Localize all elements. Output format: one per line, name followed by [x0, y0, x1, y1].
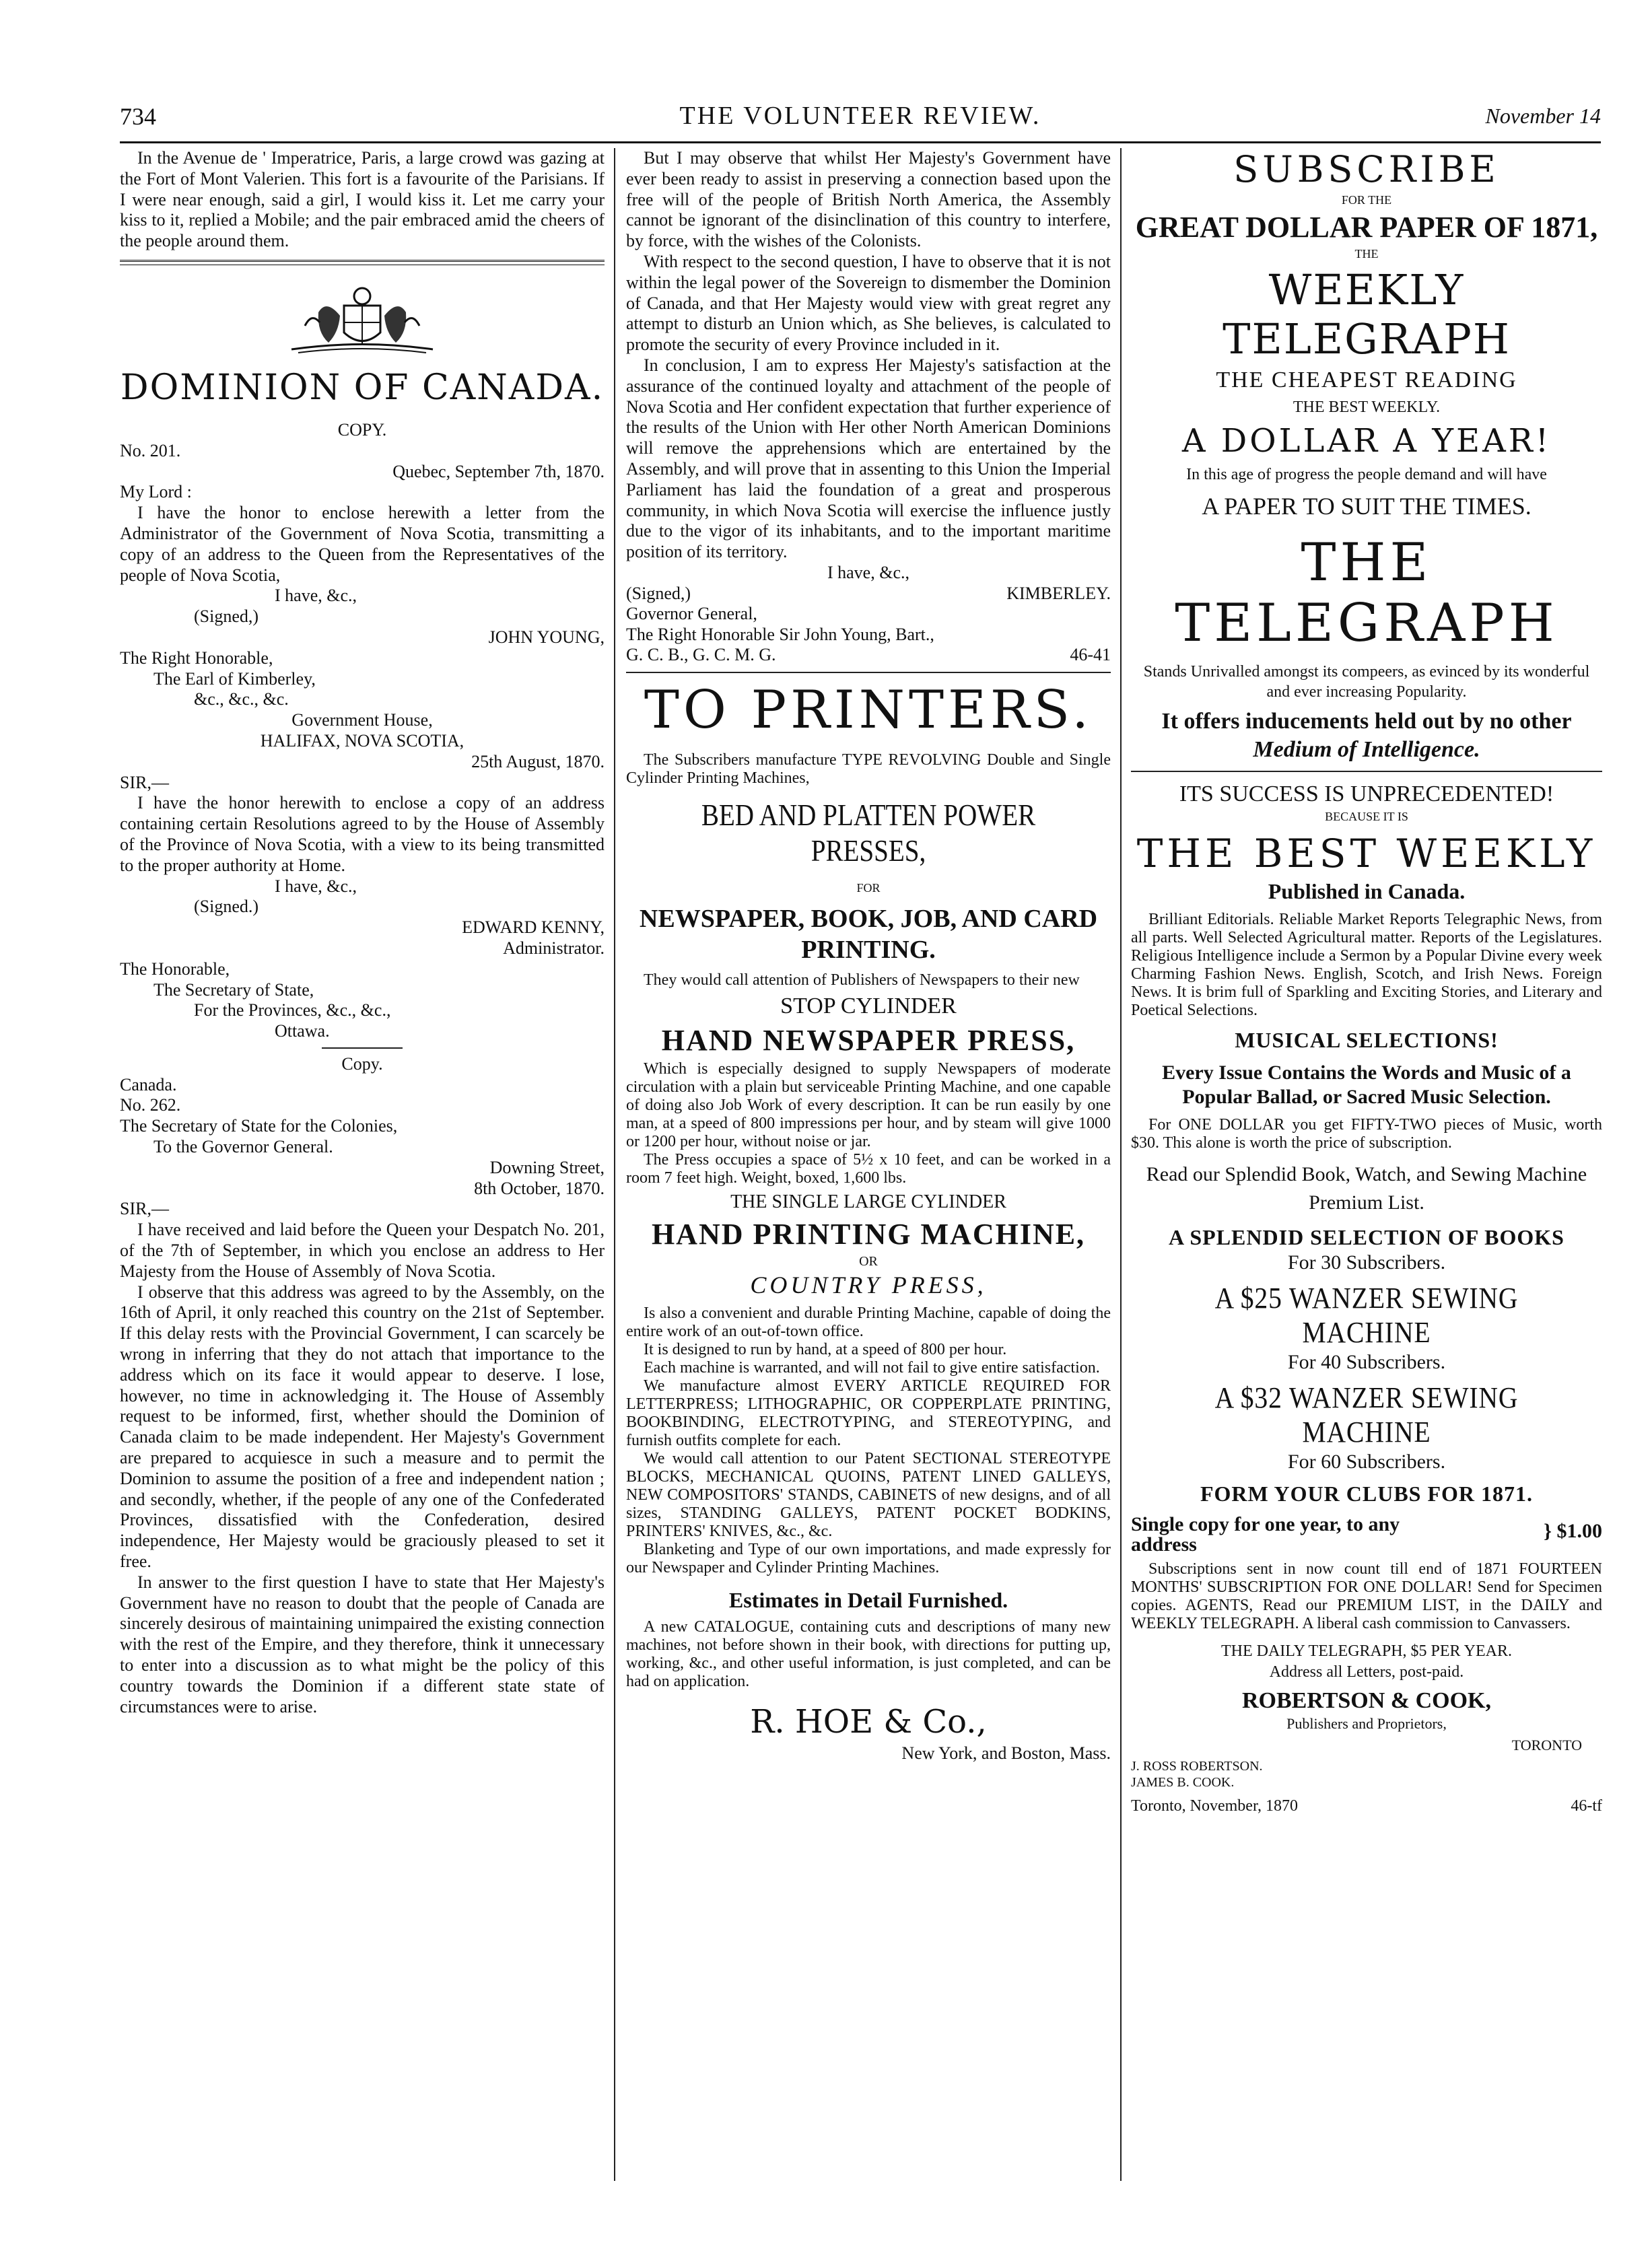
ad-small-caps: FOR THE [1341, 193, 1392, 207]
ad-paragraph: Stands Unrivalled amongst its compeers, as evinced by its wonderful and ever increasing Popularity. [1143, 663, 1590, 701]
ad-headline: THE CHEAPEST READING [1216, 368, 1517, 392]
premium-offer: A $32 WANZER SEWING MACHINE [1214, 1381, 1519, 1449]
addressee: The Secretary of State, [153, 979, 314, 1000]
ad-subhead: THE BEST WEEKLY. [1293, 398, 1441, 416]
column-1 [120, 148, 605, 2188]
letter-paragraph: But I may observe that whilst Her Majesty's Government have ever been ready to assist in preserving a connection based upon the free will of the people of British North America, the Assembly cannot be ignorant of the disinclination of this country to interfere, by force, with the wishes of the Colonists. [626, 148, 1111, 251]
signature-title: Administrator. [503, 938, 605, 958]
ad-headline: A PAPER TO SUIT THE TIMES. [1202, 493, 1531, 520]
ad-headline: FORM YOUR CLUBS FOR 1871. [1200, 1482, 1534, 1506]
ad-headline: Every Issue Contains the Words and Music of a Popular Ballad, or Sacred Music Selection. [1162, 1062, 1571, 1108]
addressee: The Earl of Kimberley, [153, 668, 316, 689]
signature: EDWARD KENNY, [462, 917, 605, 938]
addressee: The Right Honorable, [120, 648, 273, 668]
ad-footer [1131, 1797, 1602, 1815]
price-line [1131, 1515, 1602, 1555]
advertiser-title: Publishers and Proprietors, [1286, 1714, 1447, 1732]
ad-headline: ITS SUCCESS IS UNPRECEDENTED! [1179, 781, 1554, 806]
newspaper-title: THE VOLUNTEER REVIEW. [679, 102, 1041, 130]
page-header [120, 101, 1601, 143]
column-3 [1131, 148, 1602, 2188]
ad-headline: PRINTING. [801, 936, 936, 965]
ad-headline: THE BEST WEEKLY [1136, 831, 1597, 876]
letter-paragraph: I observe that this address was agreed to by the Assembly, on the 16th of April, it only reached this country on the 21st of September. If this delay rests with the Provincial Government, I can scarcely be wrong in inferring that they do not attach that importance to the address which on its face it would appear to deserve. I lose, however, no time in acknowledging it. The House of Assembly request to be informed, first, whether should the Dominion of Canada claim to be made independent. Her Majesty's Government are prepared to acquiesce in such a measure and to permit the Dominion to assume the position of a free and independent nation ; and secondly, whether, if the people of any one of the Confederated Provinces, dissatisfied with the Confederation, desired independence, Her Majesty would be graciously pleased to set it free. [120, 1282, 605, 1572]
ad-paragraph: Address all Letters, post-paid. [1269, 1663, 1464, 1681]
issue-date: November 14 [1485, 104, 1601, 128]
ad-headline: HAND PRINTING MACHINE, [651, 1218, 1086, 1251]
premium-offer: A SPLENDID SELECTION OF BOOKS [1169, 1225, 1564, 1249]
letter-paragraph: I have received and laid before the Queen your Despatch No. 201, of the 7th of September, in which you enclose an address to Her Majesty from the House of Assembly of Nova Scotia. [120, 1220, 605, 1281]
ad-headline: Estimates in Detail Furnished. [728, 1588, 1008, 1613]
advertiser-name: ROBERTSON & COOK, [1241, 1688, 1491, 1713]
closing: I have, &c., [275, 876, 357, 896]
ad-headline: Medium of Intelligence. [1253, 737, 1480, 762]
column-2 [626, 148, 1111, 2188]
recipient: To the Governor General. [153, 1137, 333, 1157]
ad-code: 46-41 [1070, 645, 1111, 665]
letter-date: 25th August, 1870. [471, 751, 605, 771]
price: } $1.00 [1544, 1520, 1602, 1542]
closing: I have, &c., [275, 586, 357, 606]
section-divider [120, 260, 605, 265]
despatch-number: No. 262. [120, 1095, 181, 1115]
ad-paragraph: We manufacture almost EVERY ARTICLE REQUIRED FOR LETTERPRESS; LITHOGRAPHIC, OR COPPERPLATE PRINTING, BOOKBINDING, ELECTROTYPING, and STEREOTYPING, and furnish outfits complete for each. [626, 1377, 1111, 1450]
section-divider [626, 672, 1111, 673]
ad-headline: HAND NEWSPAPER PRESS, [661, 1024, 1076, 1057]
ad-paragraph: The Subscribers manufacture TYPE REVOLVING Double and Single Cylinder Printing Machines, [626, 751, 1111, 788]
advertiser-location: TORONTO [1511, 1736, 1582, 1753]
letter-paragraph: I have the honor herewith to enclose a copy of an address containing certain Resolutions agreed to by the House of Assembly of the Province of Nova Scotia, with a view to its being transmitted to the proper authority at Home. [120, 793, 605, 875]
letter-paragraph: With respect to the second question, I have to observe that it is not within the legal power of the Sovereign to dismember the Dominion of Canada, and that Her Majesty would view with great regret any attempt to disturb an Union which, as She believes, is calculated to promote the security of every Province included in it. [626, 251, 1111, 355]
ad-date: Toronto, November, 1870 [1131, 1797, 1298, 1815]
dominion-heading: DOMINION OF CANADA. [120, 367, 605, 408]
copy-label: COPY. [337, 419, 387, 440]
ad-headline: THE TELEGRAPH [1175, 532, 1558, 654]
premium-requirement: For 40 Subscribers. [1287, 1351, 1446, 1373]
ad-small-caps: OR [859, 1254, 878, 1269]
column-divider [614, 148, 615, 2181]
origin: Canada. [120, 1074, 177, 1094]
despatch-number: No. 201. [120, 440, 181, 460]
ad-code: 46-tf [1571, 1797, 1602, 1815]
ad-paragraph: Is also a convenient and durable Printing Machine, capable of doing the entire work of an out-of-town office. [626, 1305, 1111, 1341]
coat-of-arms-icon [278, 285, 446, 359]
ad-paragraph: The Press occupies a space of 5½ x 10 feet, and can be worked in a room 7 feet high. Weight, boxed, 1,600 lbs. [626, 1151, 1111, 1187]
ad-small-caps: BECAUSE IT IS [1325, 810, 1408, 823]
ad-paragraph: In this age of progress the people demand and will have [1186, 466, 1547, 483]
ad-headline: BED AND PLATTEN POWER PRESSES, [701, 798, 1036, 868]
ad-paragraph: Blanketing and Type of our own importations, and made expressly for our Newspaper and Cylinder Printing Machines. [626, 1541, 1111, 1577]
ad-paragraph: Which is especially designed to supply Newspapers of moderate circulation with a plain but serviceable Printing Machine, and one capable of doing also Job Work of every description. It can be run easily by one man, at a speed of 800 impressions per hour, and by steam will give 1000 or 1200 per hour, without noise or jar. [626, 1060, 1111, 1151]
ad-headline: It offers inducements held out by no other [1161, 709, 1572, 734]
signature-line [626, 645, 1111, 665]
addressee: Ottawa. [275, 1021, 330, 1041]
ad-small-caps: FOR [856, 881, 881, 895]
sender-address: HALIFAX, NOVA SCOTIA, [260, 730, 464, 751]
ad-small-caps: THE [1354, 247, 1379, 260]
addressee: &c., &c., &c. [194, 689, 289, 709]
signature: JOHN YOUNG, [488, 627, 605, 647]
signature-line [626, 584, 1111, 604]
ad-headline: WEEKLY TELEGRAPH [1223, 265, 1511, 363]
section-divider [1131, 771, 1602, 772]
addressee: Governor General, [626, 603, 757, 623]
copy-label: Copy. [341, 1053, 383, 1074]
price-description: Single copy for one year, to any address [1131, 1513, 1400, 1556]
quebec-date: Quebec, September 7th, 1870. [392, 461, 605, 481]
salutation: My Lord : [120, 482, 192, 502]
advertiser-person: JAMES B. COOK. [1131, 1774, 1235, 1790]
ad-headline: SUBSCRIBE [1233, 148, 1500, 190]
ad-paragraph: Each machine is warranted, and will not fail to give entire satisfaction. [644, 1359, 1100, 1377]
letter-paragraph: In answer to the first question I have to state that Her Majesty's Government have no reason to doubt that the people of Canada are sincerely desirous of maintaining unimpaired the existing connection with the rest of the Empire, and they therefore, think it unnecessary to enter into a discussion as to what might be the policy of this country towards the Dominion if a different state state of circumstances were to arise. [120, 1572, 605, 1716]
ad-headline: TO PRINTERS. [644, 680, 1093, 741]
sender: The Secretary of State for the Colonies, [120, 1116, 398, 1136]
ad-headline: NEWSPAPER, BOOK, JOB, AND CARD [639, 905, 1098, 934]
letter-paragraph: In conclusion, I am to express Her Majesty's satisfaction at the assurance of the continued loyalty and attachment of the people of Nova Scotia and Her confident expectation that further experience of the results of the Union with Her other North American Dominions will remove the apprehensions which are entertained by the Assembly, and will prove that in assenting to this Union the Imperial Parliament has laid the foundation of a great and prosperous community, in which Nova Scotia will exercise the influence justly due to the vigor of its inhabitants, and to the important maritime position of its territory. [626, 355, 1111, 562]
letter-date: 8th October, 1870. [474, 1178, 605, 1198]
sender-address: Downing Street, [489, 1157, 605, 1177]
column-divider [1120, 148, 1122, 2181]
ad-headline: COUNTRY PRESS, [750, 1272, 987, 1299]
signed-label: (Signed,) [626, 583, 691, 603]
letter-paragraph: I have the honor to enclose herewith a letter from the Administrator of the Government of Nova Scotia, transmitting a copy of an address to the Queen from the Representatives of the people of Nova Scotia, [120, 503, 605, 585]
anecdote-paragraph: In the Avenue de ' Imperatrice, Paris, a large crowd was gazing at the Fort of Mont Valerien. This fort is a favourite of the Parisians. If I were near enough, said a girl, I would kiss it. Let me carry your kiss to it, replied a Mobile; and the pair embraced amid the cheers of the people around them. [120, 148, 605, 251]
ad-paragraph: We would call attention to our Patent SECTIONAL STEREOTYPE BLOCKS, MECHANICAL QUOINS, PATENT LINED GALLEYS, NEW COMPOSITORS' STANDS, CABINETS of new designs, and of all sizes, STANDING GALLEYS, PATENT POCKET BODKINS, PRINTERS' KNIVES, &c., &c. [626, 1450, 1111, 1541]
closing: I have, &c., [827, 562, 909, 582]
sender-address: Government House, [291, 710, 433, 730]
premium-requirement: For 60 Subscribers. [1287, 1451, 1446, 1473]
salutation: SIR,— [120, 1199, 169, 1219]
addressee: The Right Honorable Sir John Young, Bart., [626, 624, 934, 644]
page-number: 734 [120, 103, 156, 130]
ad-headline: Read our Splendid Book, Watch, and Sewing Machine Premium List. [1146, 1163, 1587, 1214]
addressee: The Honorable, [120, 959, 230, 979]
advertiser-person: J. ROSS ROBERTSON. [1131, 1758, 1263, 1774]
ad-headline: THE SINGLE LARGE CYLINDER [730, 1191, 1006, 1213]
addressee: G. C. B., G. C. M. G. [626, 645, 776, 665]
signed-label: (Signed.) [194, 897, 259, 917]
addressee: For the Provinces, &c., &c., [194, 1000, 391, 1020]
ad-headline: STOP CYLINDER [780, 994, 957, 1019]
advertiser-name: R. HOE & Co., [750, 1703, 987, 1741]
ad-subhead: THE DAILY TELEGRAPH, $5 PER YEAR. [1220, 1642, 1513, 1660]
ad-headline: Published in Canada. [1268, 879, 1466, 903]
signature: KIMBERLEY. [1006, 583, 1111, 603]
ad-headline: GREAT DOLLAR PAPER OF 1871, [1135, 211, 1598, 244]
ad-paragraph: Brilliant Editorials. Reliable Market Reports Telegraphic News, from all parts. Well Selected Agricultural matter. Reports of the Legislatures. Religious Intelligence include a Sermon by a Popular Divine every week Charming Fashion News. English, Scotch, and Irish News. Foreign News. It is brim full of Sparkling and Exciting Stories, and Literary and Poetical Selections. [1131, 911, 1602, 1019]
advertiser-location: New York, and Boston, Mass. [901, 1743, 1111, 1764]
ad-paragraph: For ONE DOLLAR you get FIFTY-TWO pieces of Music, worth $30. This alone is worth the price of subscription. [1131, 1116, 1602, 1152]
ad-paragraph: A new CATALOGUE, containing cuts and descriptions of many new machines, not before shown in their book, with directions for putting up, working, &c., and other useful information, is just completed, and can be had on application. [626, 1618, 1111, 1691]
salutation: SIR,— [120, 772, 169, 792]
premium-requirement: For 30 Subscribers. [1287, 1251, 1446, 1274]
ad-paragraph: It is designed to run by hand, at a speed of 800 per hour. [644, 1341, 1007, 1359]
ad-paragraph: Subscriptions sent in now count till end of 1871 FOURTEEN MONTHS' SUBSCRIPTION FOR ONE DOLLAR! Send for Specimen copies. AGENTS, Read our PREMIUM LIST, in the DAILY and WEEKLY TELEGRAPH. A liberal cash commission to Canvassers. [1131, 1560, 1602, 1632]
signed-label: (Signed,) [194, 606, 259, 627]
divider [322, 1047, 403, 1049]
ad-headline: A DOLLAR A YEAR! [1181, 422, 1552, 460]
ad-headline: MUSICAL SELECTIONS! [1235, 1028, 1499, 1052]
premium-offer: A $25 WANZER SEWING MACHINE [1214, 1282, 1519, 1349]
ad-paragraph: They would call attention of Publishers of Newspapers to their new [644, 971, 1080, 989]
